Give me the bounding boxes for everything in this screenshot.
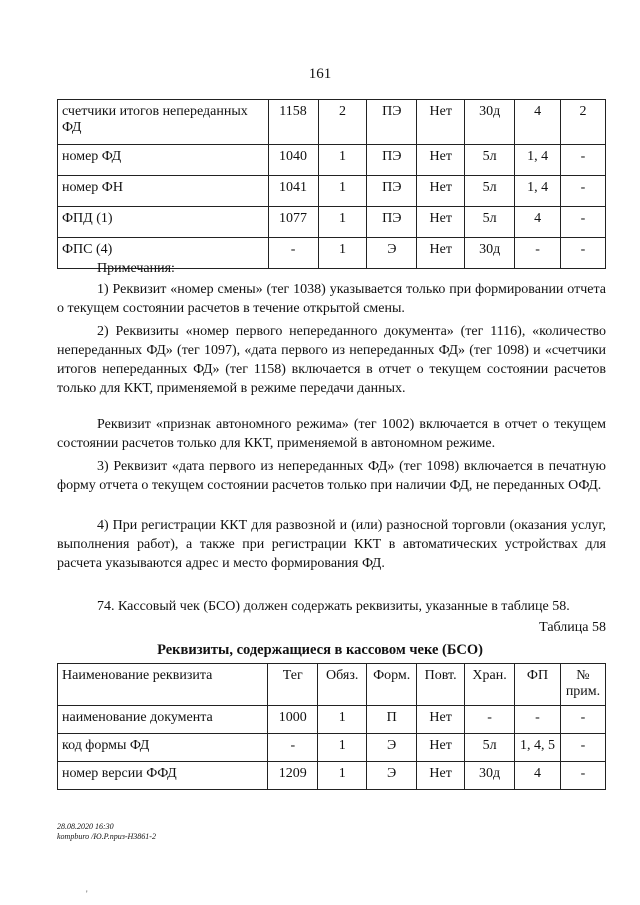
table-cell: 4: [515, 207, 561, 238]
table-cell: 1: [318, 145, 367, 176]
table-cell: 1: [318, 238, 367, 269]
table-row: [58, 100, 606, 145]
table-cell: 1: [318, 207, 367, 238]
table-cell: ПЭ: [367, 145, 417, 176]
note-1: 1) Реквизит «номер смены» (тег 1038) указывается только при формировании отчета о текущем состоянии расчетов в течение открытой смены.: [57, 282, 606, 316]
table-cell: ФПС (4): [58, 238, 269, 269]
table-cell: -: [560, 706, 605, 734]
table-header-row: [58, 664, 606, 706]
table-header-cell: Наименование реквизита: [58, 664, 268, 706]
table-row: [58, 176, 606, 207]
table-row: [58, 734, 606, 762]
table-cell: наименование документа: [58, 706, 268, 734]
table-cell: Нет: [417, 176, 465, 207]
note-2: 2) Реквизиты «номер первого непереданного документа» (тег 1116), «количество непереданных ФД» (тег 1097), «дата первого из непереданных ФД» (тег 1098) и «счетчики итогов непереданных ФД» (тег 1158) включается в отчет о текущем состоянии расчетов только для ККТ, применяемой в режиме передачи данных.: [57, 324, 606, 396]
table-cell: 5л: [465, 207, 515, 238]
table-cell: -: [561, 207, 606, 238]
table-row: [58, 762, 606, 790]
table-cell: 2: [318, 100, 367, 145]
table-cell: ПЭ: [367, 100, 417, 145]
table-cell: 4: [515, 100, 561, 145]
table-cell: 5л: [465, 145, 515, 176]
table-cell: счетчики итогов непереданных ФД: [58, 100, 269, 145]
table-cell: -: [515, 706, 561, 734]
table-cell: 1000: [268, 706, 318, 734]
table-cell: 1077: [268, 207, 318, 238]
table-cell: -: [515, 238, 561, 269]
footer-id: kompburo /Ю.Р.приз-Н3861-2: [57, 832, 156, 841]
table-cell: 1209: [268, 762, 318, 790]
footer-date: 28.08.2020 16:30: [57, 822, 114, 831]
table-cell: 1040: [268, 145, 318, 176]
table-cell: -: [561, 238, 606, 269]
table-header-cell: № прим.: [560, 664, 605, 706]
table-row: [58, 706, 606, 734]
table-cell: -: [465, 706, 515, 734]
table-cell: Э: [367, 762, 417, 790]
table-cell: -: [561, 145, 606, 176]
table-cell: 1: [318, 762, 367, 790]
table-cell: -: [560, 762, 605, 790]
table-cell: 1041: [268, 176, 318, 207]
table-cell: Нет: [417, 734, 465, 762]
table-cell: ПЭ: [367, 176, 417, 207]
table-cell: 1: [318, 706, 367, 734]
table-cell: ФПД (1): [58, 207, 269, 238]
table-caption: Реквизиты, содержащиеся в кассовом чеке (БСО): [157, 642, 483, 658]
table-cell: 30д: [465, 762, 515, 790]
table-cell: Нет: [417, 145, 465, 176]
table-cell: -: [268, 734, 318, 762]
table-cell: П: [367, 706, 417, 734]
table-cell: -: [268, 238, 318, 269]
table-cell: -: [561, 176, 606, 207]
note-3: 3) Реквизит «дата первого из непереданных ФД» (тег 1098) включается в печатную форму отчета о текущем состоянии расчетов только при наличии ФД, не переданных ОФД.: [57, 459, 606, 493]
table-row: [58, 145, 606, 176]
table-cell: Нет: [417, 762, 465, 790]
table-cell: код формы ФД: [58, 734, 268, 762]
table-cell: 1158: [268, 100, 318, 145]
table-header-cell: Форм.: [367, 664, 417, 706]
table-cell: 30д: [465, 238, 515, 269]
requisites-table-continued: [57, 99, 606, 269]
table-cell: Нет: [417, 238, 465, 269]
table-cell: Э: [367, 238, 417, 269]
receipt-requisites-table: [57, 663, 606, 790]
table-header-cell: Обяз.: [318, 664, 367, 706]
footer-stamp: [57, 822, 156, 842]
notes-heading: Примечания:: [97, 261, 175, 276]
table-cell: 2: [561, 100, 606, 145]
table-cell: номер ФД: [58, 145, 269, 176]
table-cell: 1, 4: [515, 145, 561, 176]
table-cell: номер ФН: [58, 176, 269, 207]
table-label: Таблица 58: [539, 620, 606, 635]
table-cell: 5л: [465, 176, 515, 207]
table-cell: Э: [367, 734, 417, 762]
table-header-cell: Хран.: [465, 664, 515, 706]
table-cell: 4: [515, 762, 561, 790]
table-cell: номер версии ФФД: [58, 762, 268, 790]
margin-mark: ': [86, 889, 88, 899]
table-cell: 1: [318, 176, 367, 207]
table-cell: 1: [318, 734, 367, 762]
table-header-cell: Тег: [268, 664, 318, 706]
note-2b: Реквизит «признак автономного режима» (тег 1002) включается в отчет о текущем состоянии расчетов только для ККТ, применяемой в автономном режиме.: [57, 417, 606, 451]
table-cell: -: [560, 734, 605, 762]
note-4: 4) При регистрации ККТ для развозной и (или) разносной торговли (оказания услуг, выполнения работ), а также при регистрации ККТ в автоматических устройствах для расчета указываются адрес и место формирования ФД.: [57, 518, 606, 571]
table-row: [58, 207, 606, 238]
paragraph-74: 74. Кассовый чек (БСО) должен содержать реквизиты, указанные в таблице 58.: [97, 599, 570, 614]
table-cell: 1, 4, 5: [515, 734, 561, 762]
table-cell: 30д: [465, 100, 515, 145]
table-cell: ПЭ: [367, 207, 417, 238]
table-cell: 1, 4: [515, 176, 561, 207]
table-cell: 5л: [465, 734, 515, 762]
table-cell: Нет: [417, 100, 465, 145]
table-cell: Нет: [417, 207, 465, 238]
page-number: 161: [308, 66, 332, 82]
table-header-cell: ФП: [515, 664, 561, 706]
table-cell: Нет: [417, 706, 465, 734]
table-header-cell: Повт.: [417, 664, 465, 706]
